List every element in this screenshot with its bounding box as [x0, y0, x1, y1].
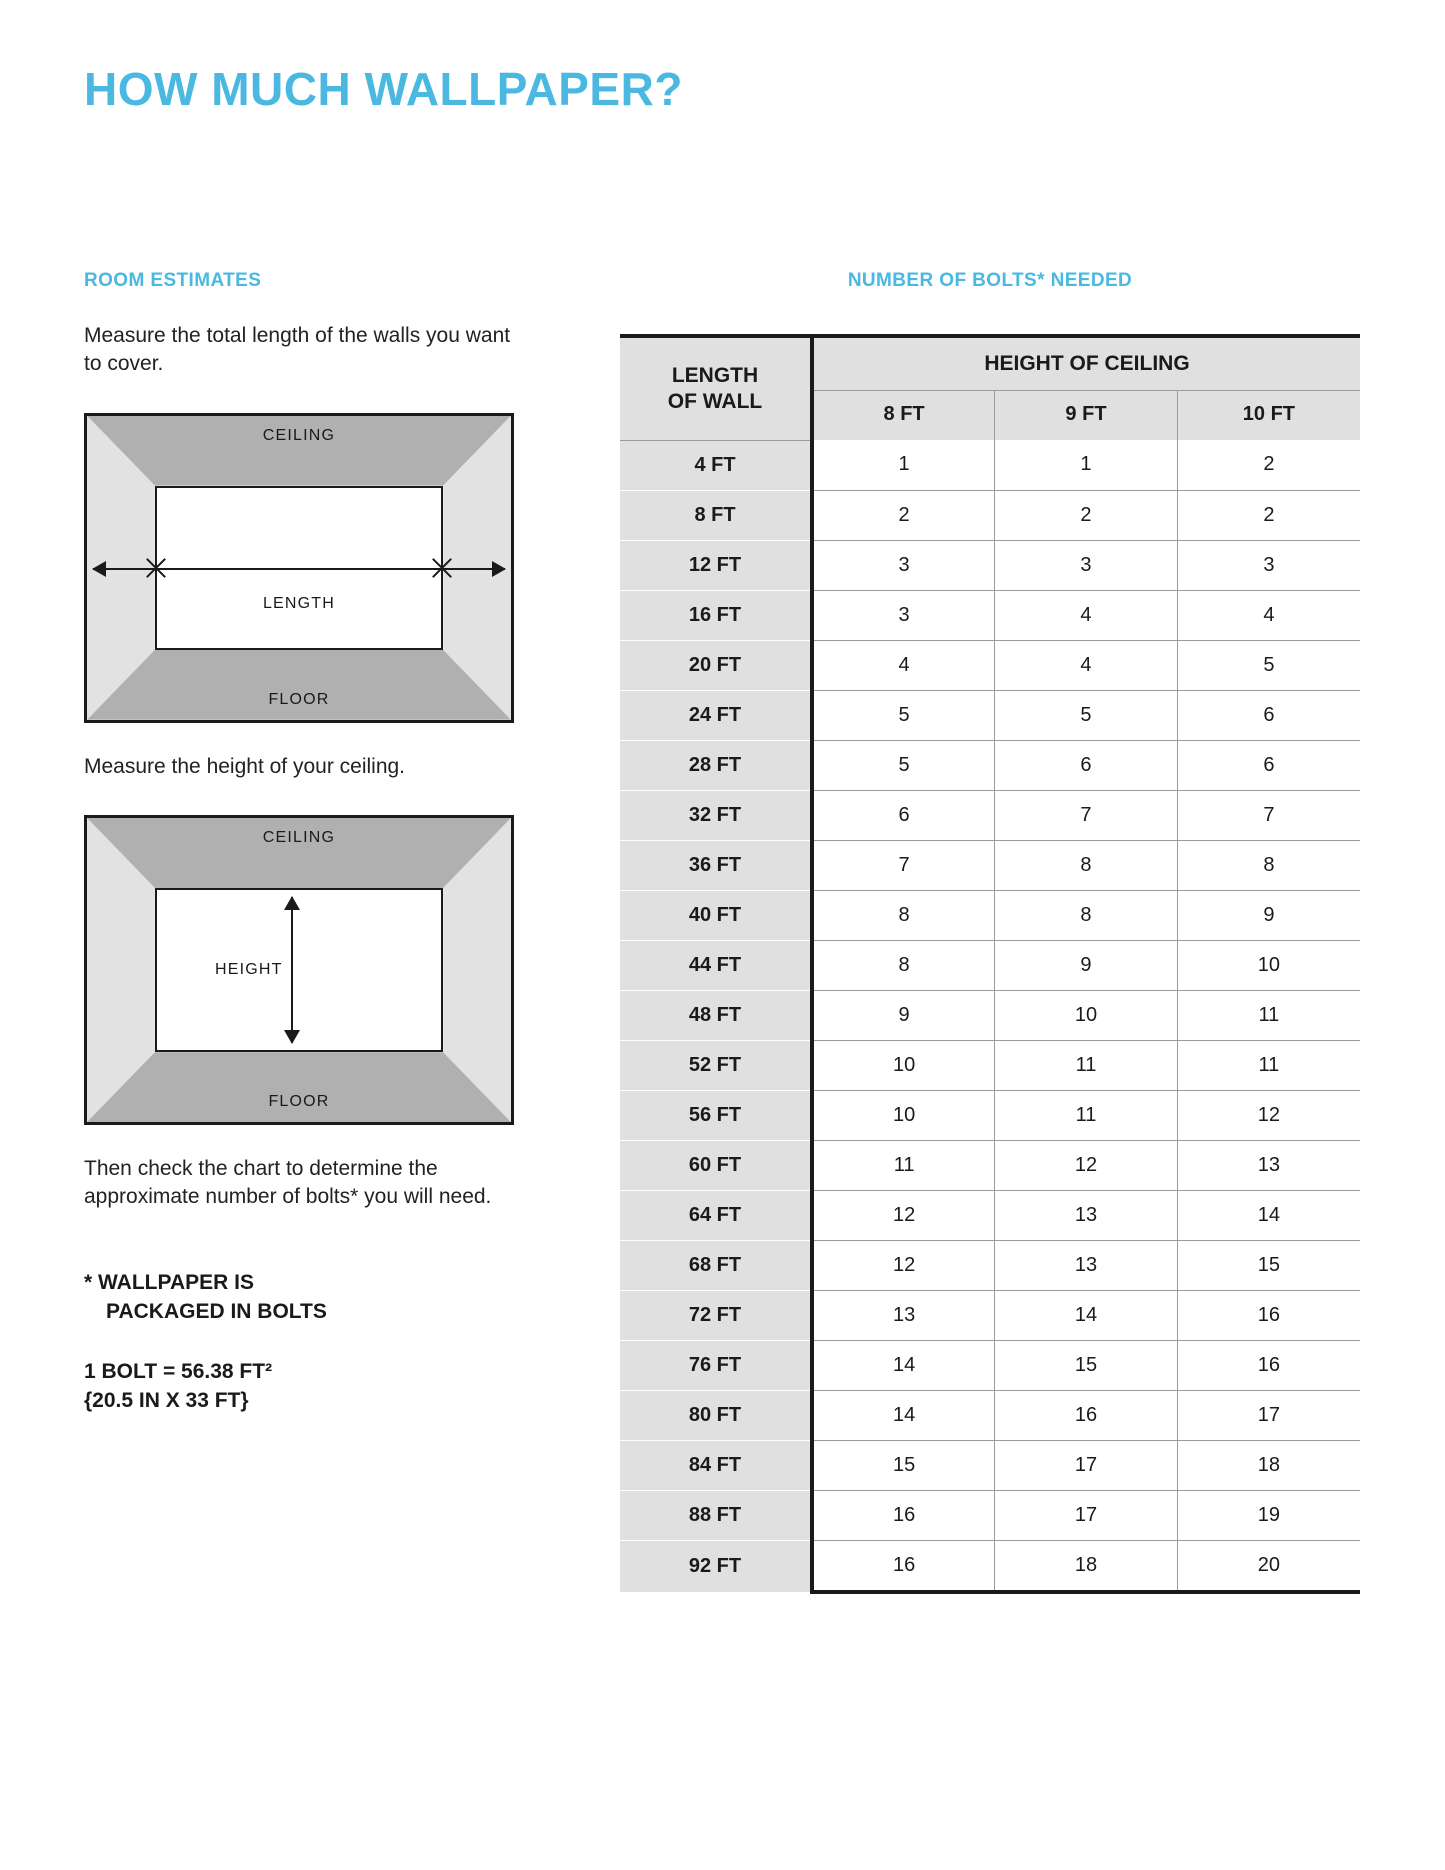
table-row: [620, 1040, 1360, 1090]
bolt-count-cell: 13: [812, 1290, 995, 1340]
row-header-cell: 12 FT: [620, 540, 812, 590]
bolt-count-cell: 15: [995, 1340, 1178, 1390]
bolt-count-cell: 16: [995, 1390, 1178, 1440]
bolt-count-cell: 13: [1177, 1140, 1360, 1190]
bolt-count-cell: 5: [1177, 640, 1360, 690]
table-row: [620, 1240, 1360, 1290]
bolt-count-cell: 18: [995, 1540, 1178, 1592]
bolt-count-cell: 4: [995, 640, 1178, 690]
row-header-cell: 28 FT: [620, 740, 812, 790]
row-header-cell: 36 FT: [620, 840, 812, 890]
bolt-count-cell: 7: [812, 840, 995, 890]
table-row: [620, 640, 1360, 690]
bolt-count-cell: 1: [812, 440, 995, 490]
row-header-cell: 68 FT: [620, 1240, 812, 1290]
row-header-cell: 72 FT: [620, 1290, 812, 1340]
bolt-count-cell: 20: [1177, 1540, 1360, 1592]
bolt-count-cell: 4: [1177, 590, 1360, 640]
bolt-count-cell: 16: [812, 1490, 995, 1540]
bolt-count-cell: 4: [995, 590, 1178, 640]
ceiling-label: CEILING: [262, 426, 336, 444]
bolt-count-cell: 14: [995, 1290, 1178, 1340]
step-3-text: Then check the chart to determine the approximate number of bolts* you will need.: [84, 1157, 492, 1209]
bolt-count-cell: 14: [1177, 1190, 1360, 1240]
step-2-text: Measure the height of your ceiling.: [84, 754, 406, 778]
bolt-count-cell: 12: [1177, 1090, 1360, 1140]
bolt-count-cell: 3: [1177, 540, 1360, 590]
table-row: [620, 540, 1360, 590]
page-title: HOW MUCH WALLPAPER?: [84, 63, 683, 115]
bolt-count-cell: 10: [812, 1090, 995, 1140]
column-header-10ft: 10 FT: [1177, 391, 1360, 441]
table-row: [620, 590, 1360, 640]
table-head-row-group: [620, 336, 1360, 391]
bolt-count-cell: 5: [812, 740, 995, 790]
bolt-count-cell: 17: [995, 1490, 1178, 1540]
row-header-cell: 20 FT: [620, 640, 812, 690]
row-header-text: LENGTH OF WALL: [667, 363, 763, 413]
floor-label: FLOOR: [268, 690, 330, 708]
bolt-count-cell: 2: [995, 490, 1178, 540]
bolt-count-cell: 3: [995, 540, 1178, 590]
bolts-table: [620, 334, 1360, 1594]
column-group-header-height-of-ceiling: HEIGHT OF CEILING: [812, 336, 1360, 391]
table-head: [620, 336, 1360, 440]
row-header-cell: 92 FT: [620, 1540, 812, 1592]
bolt-count-cell: 19: [1177, 1490, 1360, 1540]
bolt-count-cell: 18: [1177, 1440, 1360, 1490]
bolt-count-cell: 8: [1177, 840, 1360, 890]
bolt-count-cell: 11: [812, 1140, 995, 1190]
bolt-count-cell: 12: [995, 1140, 1178, 1190]
bolt-count-cell: 8: [812, 940, 995, 990]
table-row: [620, 890, 1360, 940]
table-row: [620, 790, 1360, 840]
bolt-count-cell: 11: [995, 1090, 1178, 1140]
bolt-count-cell: 9: [1177, 890, 1360, 940]
bolt-count-cell: 17: [1177, 1390, 1360, 1440]
bolt-count-cell: 13: [995, 1190, 1178, 1240]
bolt-area-line: 1 BOLT = 56.38 FT²: [84, 1359, 273, 1383]
bolt-count-cell: 4: [812, 640, 995, 690]
corner-x-left-icon: [143, 555, 169, 581]
step-1-text: Measure the total length of the walls you want to cover.: [84, 324, 511, 376]
row-header-cell: 56 FT: [620, 1090, 812, 1140]
bolt-count-cell: 14: [812, 1390, 995, 1440]
table-row: [620, 1190, 1360, 1240]
bolt-count-cell: 6: [1177, 740, 1360, 790]
row-header-cell: 52 FT: [620, 1040, 812, 1090]
row-header-cell: 60 FT: [620, 1140, 812, 1190]
bolt-count-cell: 11: [1177, 990, 1360, 1040]
table-row: [620, 1540, 1360, 1592]
footnote-line-2: PACKAGED IN BOLTS: [106, 1300, 327, 1324]
footnote-line-1: * WALLPAPER IS: [84, 1270, 254, 1294]
table-row: [620, 1390, 1360, 1440]
section-title-bolts-needed: NUMBER OF BOLTS* NEEDED: [847, 270, 1133, 291]
bolt-count-cell: 16: [1177, 1340, 1360, 1390]
bolt-count-cell: 9: [995, 940, 1178, 990]
row-header-cell: 76 FT: [620, 1340, 812, 1390]
bolt-count-cell: 10: [812, 1040, 995, 1090]
bolt-count-cell: 6: [1177, 690, 1360, 740]
bolt-count-cell: 7: [1177, 790, 1360, 840]
bolt-count-cell: 10: [1177, 940, 1360, 990]
table-row: [620, 690, 1360, 740]
bolt-count-cell: 14: [812, 1340, 995, 1390]
table-row: [620, 1440, 1360, 1490]
table-row: [620, 940, 1360, 990]
table-row: [620, 840, 1360, 890]
row-header-cell: 40 FT: [620, 890, 812, 940]
bolt-count-cell: 15: [812, 1440, 995, 1490]
row-header-cell: 84 FT: [620, 1440, 812, 1490]
table-row: [620, 1140, 1360, 1190]
table-row: [620, 440, 1360, 490]
bolt-count-cell: 10: [995, 990, 1178, 1040]
column-header-9ft: 9 FT: [995, 391, 1178, 441]
ceiling-label: CEILING: [262, 829, 336, 847]
bolt-count-cell: 5: [812, 690, 995, 740]
table-row: [620, 1090, 1360, 1140]
table-row: [620, 740, 1360, 790]
bolt-count-cell: 5: [995, 690, 1178, 740]
table-row: [620, 1340, 1360, 1390]
row-header-cell: 24 FT: [620, 690, 812, 740]
row-header-cell: 4 FT: [620, 440, 812, 490]
row-header-cell: 32 FT: [620, 790, 812, 840]
length-label: LENGTH: [262, 595, 336, 613]
row-header-cell: 16 FT: [620, 590, 812, 640]
row-header-cell: 44 FT: [620, 940, 812, 990]
floor-label: FLOOR: [268, 1093, 330, 1111]
bolt-size-note: [84, 1357, 524, 1416]
row-header-length-of-wall: [620, 336, 812, 440]
row-header-cell: 8 FT: [620, 490, 812, 540]
room-diagram-height: [84, 815, 514, 1125]
section-title-room-estimates: ROOM ESTIMATES: [84, 270, 262, 291]
corner-x-right-icon: [429, 555, 455, 581]
bolt-count-cell: 8: [995, 890, 1178, 940]
height-label: HEIGHT: [215, 961, 283, 979]
table-row: [620, 490, 1360, 540]
bolt-count-cell: 9: [812, 990, 995, 1040]
bolt-count-cell: 3: [812, 590, 995, 640]
bolt-count-cell: 2: [1177, 490, 1360, 540]
row-header-cell: 88 FT: [620, 1490, 812, 1540]
bolts-table-column: [620, 270, 1360, 1594]
table-row: [620, 1490, 1360, 1540]
bolt-count-cell: 16: [812, 1540, 995, 1592]
bolt-count-cell: 11: [995, 1040, 1178, 1090]
bolt-count-cell: 8: [812, 890, 995, 940]
bolt-count-cell: 11: [1177, 1040, 1360, 1090]
bolt-count-cell: 1: [995, 440, 1178, 490]
room-estimates-column: [84, 270, 524, 1415]
row-header-cell: 64 FT: [620, 1190, 812, 1240]
bolt-count-cell: 6: [812, 790, 995, 840]
bolt-count-cell: 8: [995, 840, 1178, 890]
bolt-count-cell: 12: [812, 1240, 995, 1290]
row-header-cell: 80 FT: [620, 1390, 812, 1440]
bolt-count-cell: 15: [1177, 1240, 1360, 1290]
bolt-count-cell: 12: [812, 1190, 995, 1240]
bolt-count-cell: 13: [995, 1240, 1178, 1290]
room-diagram-length: [84, 413, 514, 723]
footnote-bolts: [84, 1268, 524, 1327]
bolt-count-cell: 2: [1177, 440, 1360, 490]
bolt-count-cell: 16: [1177, 1290, 1360, 1340]
table-body: [620, 440, 1360, 1592]
bolt-count-cell: 3: [812, 540, 995, 590]
bolt-count-cell: 6: [995, 740, 1178, 790]
row-header-cell: 48 FT: [620, 990, 812, 1040]
bolt-dimensions-line: {20.5 IN X 33 FT}: [84, 1388, 249, 1412]
bolt-count-cell: 7: [995, 790, 1178, 840]
bolt-count-cell: 17: [995, 1440, 1178, 1490]
table-row: [620, 990, 1360, 1040]
table-row: [620, 1290, 1360, 1340]
bolt-count-cell: 2: [812, 490, 995, 540]
column-header-8ft: 8 FT: [812, 391, 995, 441]
